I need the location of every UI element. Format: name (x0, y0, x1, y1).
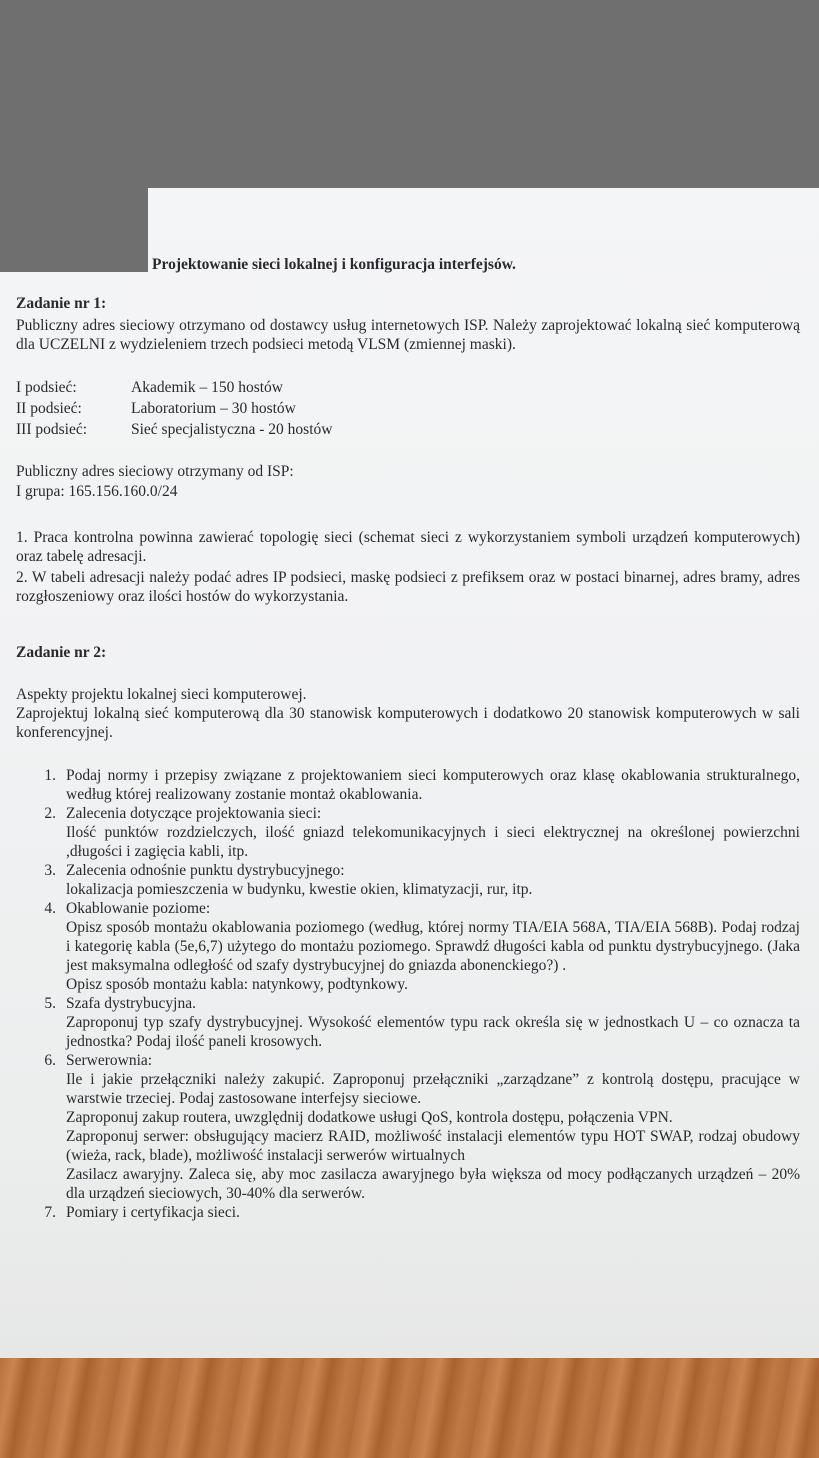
list-subtext: Zaproponuj zakup routera, uwzględnij dodatkowe usługi QoS, kontrola dostępu, połączenia VPN. (66, 1109, 673, 1126)
list-text: Zalecenia dotyczące projektowania sieci: (66, 805, 322, 822)
list-item (16, 1203, 800, 1222)
subnet-label: III podsieć: (16, 421, 88, 438)
task1-requirement-1: 1. Praca kontrolna powinna zawierać topologię sieci (schemat sieci z wykorzystaniem symboli urządzeń komputerowych) oraz tabelę adresacji. (16, 529, 800, 565)
list-number: 5. (44, 995, 56, 1012)
document-title: Projektowanie sieci lokalnej i konfiguracja interfejsów. (152, 256, 516, 273)
task1-requirement-2: 2. W tabeli adresacji należy podać adres IP podsieci, maskę podsieci z prefiksem oraz w postaci binarnej, adres bramy, adres rozgłoszeniowy oraz ilości hostów do wykorzystania. (16, 569, 800, 605)
list-subtext: Opisz sposób montażu kabla: natynkowy, podtynkowy. (66, 976, 408, 993)
list-item (16, 1051, 800, 1070)
list-item (16, 861, 800, 880)
list-number: 1. (44, 767, 56, 784)
task2-intro: Zaprojektuj lokalną sieć komputerową dla 30 stanowisk komputerowych i dodatkowo 20 stanowisk komputerowych w sali konferencyjnej. (16, 705, 800, 741)
list-number: 2. (44, 805, 56, 822)
isp-address-value: I grupa: 165.156.160.0/24 (16, 483, 178, 500)
redacted-corner (0, 188, 148, 272)
list-item (16, 994, 800, 1013)
wooden-table (0, 1358, 819, 1458)
subnet-row (16, 420, 800, 441)
list-text: Szafa dystrybucyjna. (66, 995, 196, 1012)
task2-aspect: Aspekty projektu lokalnej sieci komputerowej. (16, 686, 307, 703)
list-subtext: Ile i jakie przełączniki należy zakupić. Zaproponuj przełączniki „zarządzane” z kontrolą dostępu, pracujące w warstwie trzeciej. Podaj zastosowane interfejsy sieciowe. (66, 1071, 800, 1107)
list-item (16, 899, 800, 918)
list-number: 6. (44, 1052, 56, 1069)
isp-address-label: Publiczny adres sieciowy otrzymany od ISP: (16, 463, 294, 480)
subnet-value: Laboratorium – 30 hostów (131, 400, 296, 417)
task1-intro: Publiczny adres sieciowy otrzymano od dostawcy usług internetowych ISP. Należy zaprojektować lokalną sieć komputerową dla UCZELNI z wydzieleniem trzech podsieci metodą VLSM (zmiennej maski). (16, 317, 800, 353)
list-item (16, 804, 800, 823)
list-text: Okablowanie poziome: (66, 900, 211, 917)
subnet-label: II podsieć: (16, 400, 82, 417)
subnet-list (16, 378, 800, 441)
list-subtext: Zaproponuj serwer: obsługujący macierz RAID, możliwość instalacji elementów typu HOT SWAP, rodzaj obudowy (wieża, rack, blade), możliwość instalacji serwerów wirtualnych (66, 1128, 800, 1164)
subnet-row (16, 378, 800, 399)
list-text: Zalecenia odnośnie punktu dystrybucyjnego: (66, 862, 345, 879)
subnet-label: I podsieć: (16, 379, 77, 396)
list-item (16, 766, 800, 804)
list-text: Podaj normy i przepisy związane z projektowaniem sieci komputerowych oraz klasę okablowania strukturalnego, według której realizowany zostanie montaż okablowania. (66, 767, 800, 803)
list-number: 4. (44, 900, 56, 917)
task2-list (16, 766, 800, 1222)
subnet-value: Sieć specjalistyczna - 20 hostów (131, 421, 333, 438)
list-text: Serwerownia: (66, 1052, 153, 1069)
list-number: 7. (44, 1204, 56, 1221)
list-number: 3. (44, 862, 56, 879)
subnet-value: Akademik – 150 hostów (131, 379, 283, 396)
list-subtext: lokalizacja pomieszczenia w budynku, kwestie okien, klimatyzacji, rur, itp. (66, 881, 533, 898)
list-subtext: Opisz sposób montażu okablowania poziomego (według, której normy TIA/EIA 568A, TIA/EIA 568B). Podaj rodzaj i kategorię kabla (5e,6,7) użytego do montażu poziomego. Sprawdź długości kabla od punktu dystrybucyjnego. (Jaka jest maksymalna odległość od szafy dystrybucyjnej do gniazda abonenckiego?) . (66, 919, 800, 974)
list-text: Pomiary i certyfikacja sieci. (66, 1204, 240, 1221)
subnet-row (16, 399, 800, 420)
task1-heading: Zadanie nr 1: (16, 295, 107, 312)
list-subtext: Ilość punktów rozdzielczych, ilość gniazd telekomunikacyjnych i sieci elektrycznej na określonej powierzchni ,długości i zagięcia kabli, itp. (66, 824, 800, 860)
list-subtext: Zasilacz awaryjny. Zaleca się, aby moc zasilacza awaryjnego była większa od mocy podłączanych urządzeń – 20% dla urządzeń sieciowych, 30-40% dla serwerów. (66, 1166, 800, 1202)
list-subtext: Zaproponuj typ szafy dystrybucyjnej. Wysokość elementów typu rack określa się w jednostkach U – co oznacza ta jednostka? Podaj ilość paneli krosowych. (66, 1014, 800, 1050)
task2-heading: Zadanie nr 2: (16, 644, 107, 661)
